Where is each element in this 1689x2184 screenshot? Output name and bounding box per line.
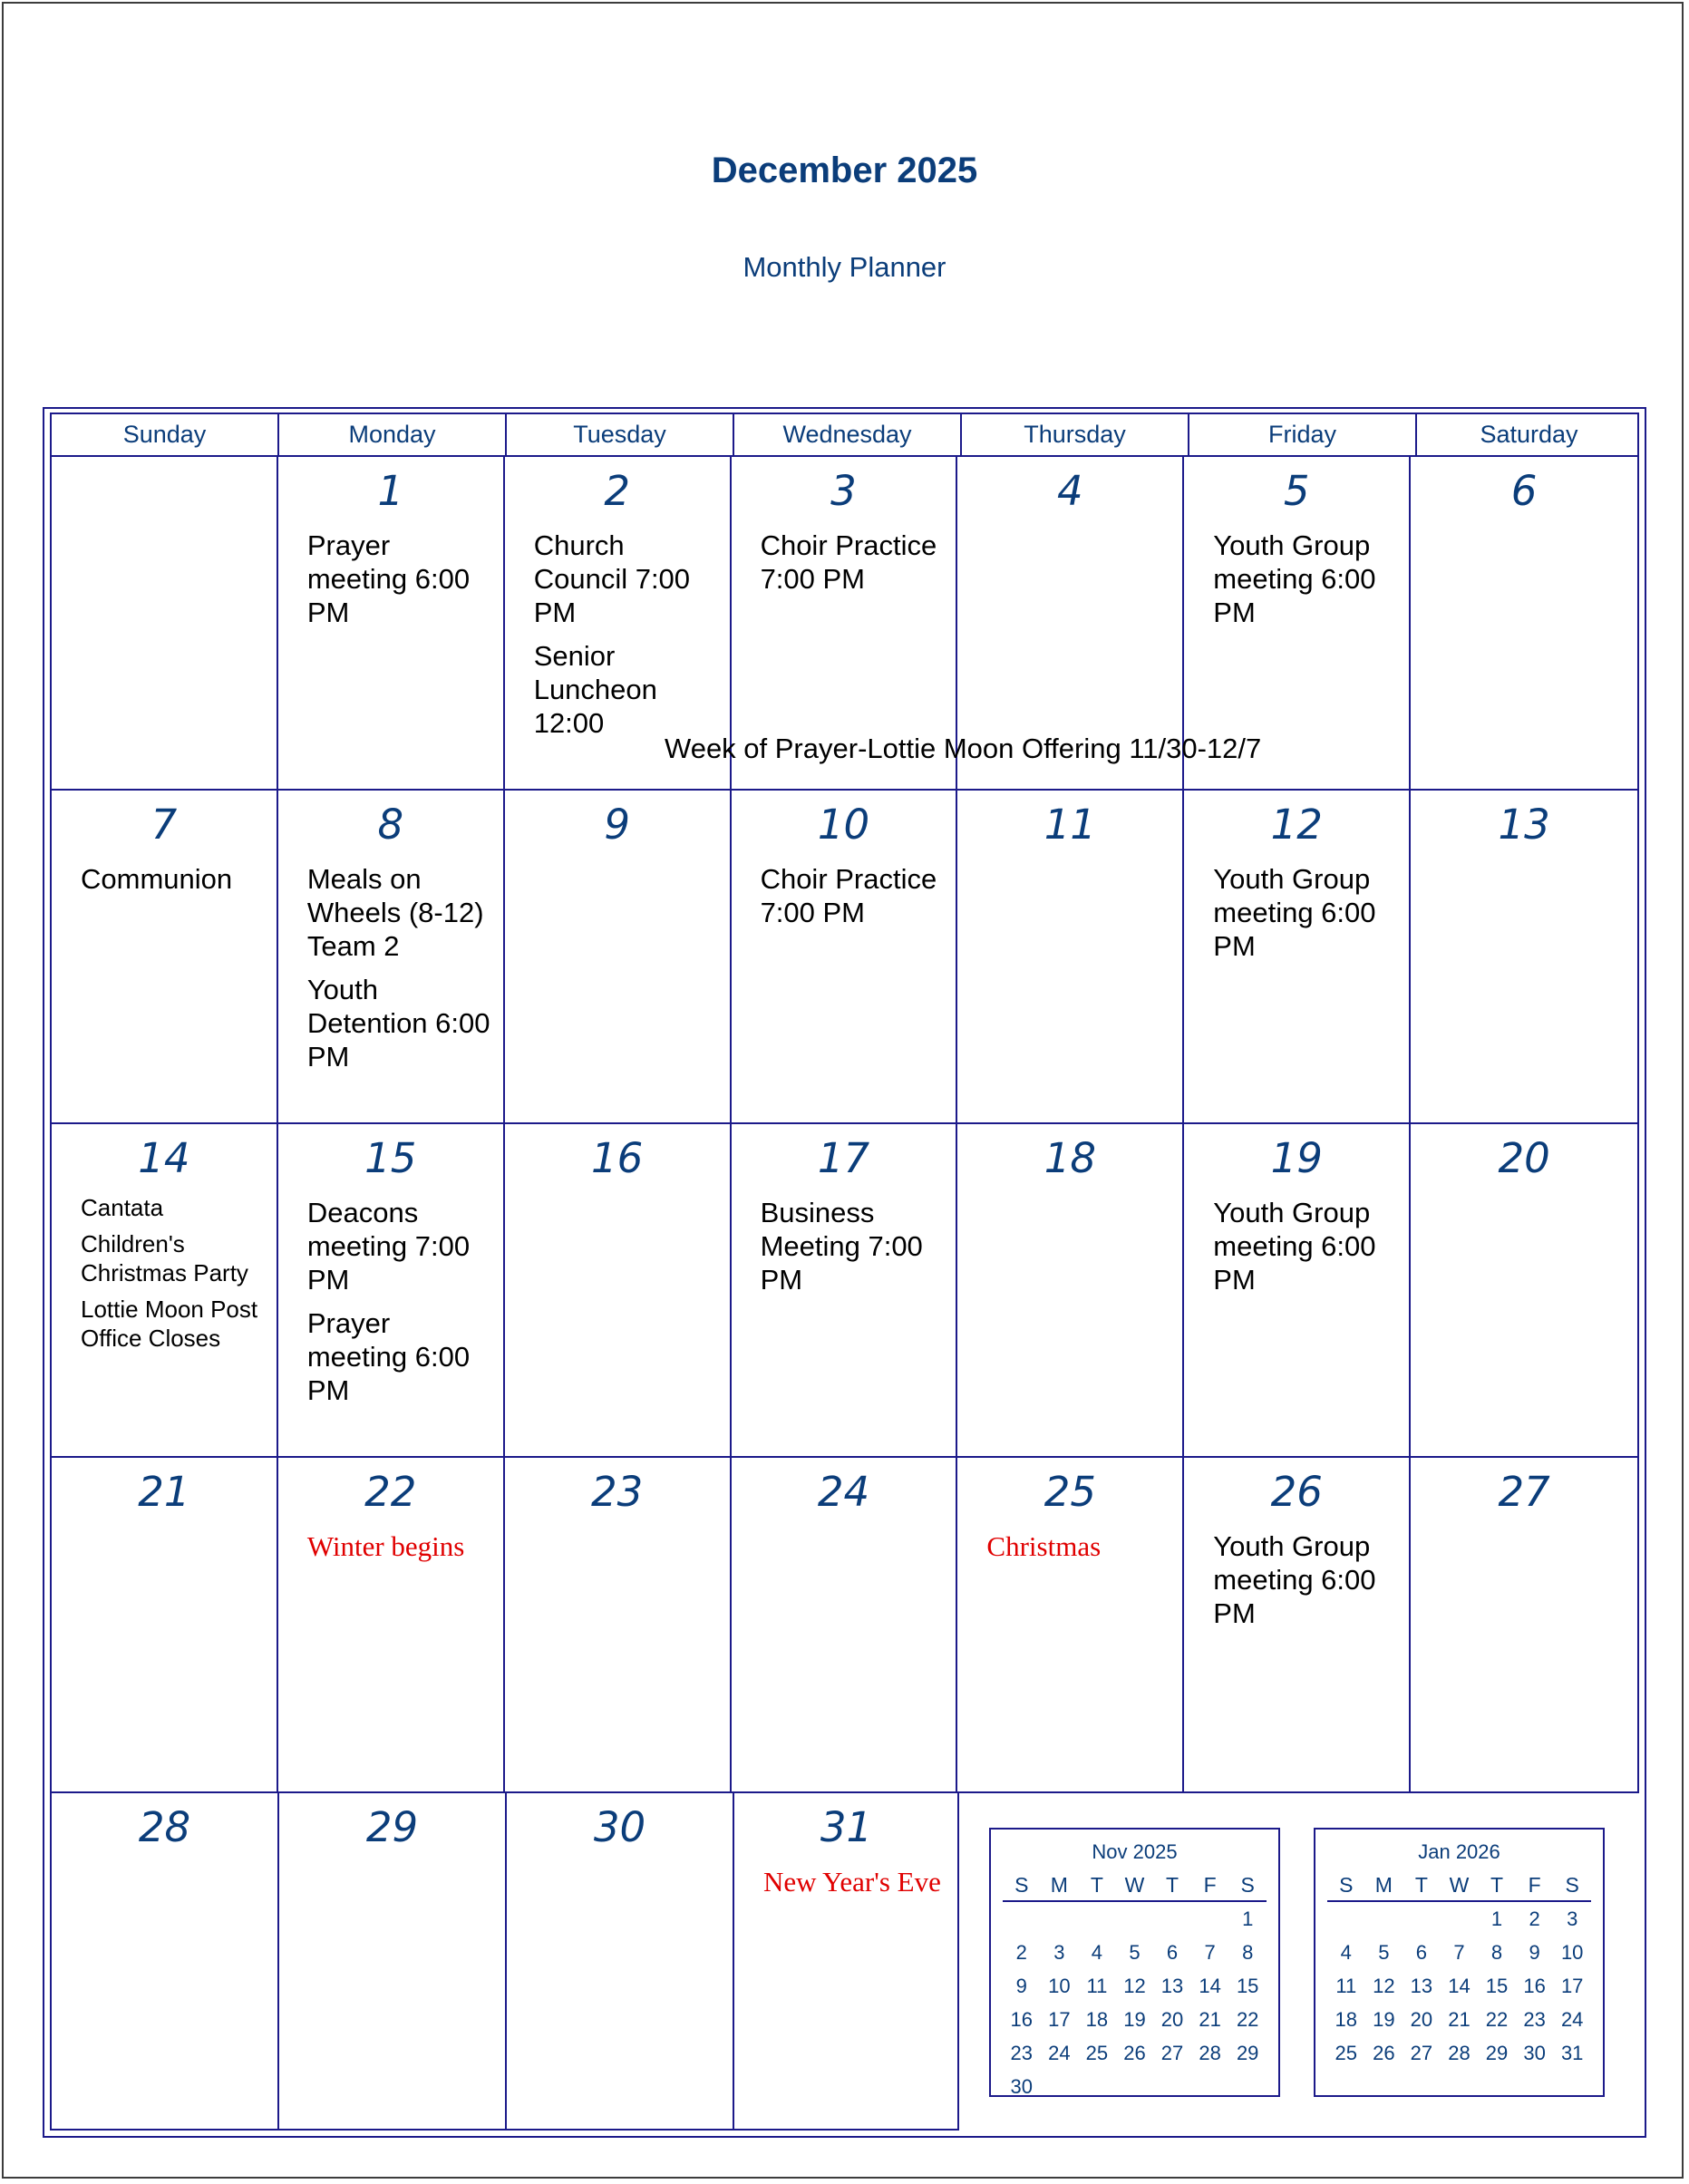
- holiday-label[interactable]: Christmas: [986, 1530, 1102, 1562]
- mini-day[interactable]: 29: [1236, 2041, 1259, 2064]
- event-item[interactable]: Lottie Moon Post Office Closes: [81, 1296, 258, 1352]
- day-events: [732, 529, 956, 596]
- day-number: 11: [1043, 801, 1096, 849]
- day-cell[interactable]: [1184, 791, 1411, 1124]
- mini-day[interactable]: 3: [1053, 1940, 1065, 1964]
- day-number: 28: [138, 1803, 191, 1851]
- day-number: 25: [1043, 1468, 1096, 1516]
- mini-calendar-nov: [989, 1828, 1280, 2097]
- day-events: [278, 862, 503, 1073]
- day-events: [732, 1196, 956, 1296]
- day-number: 3: [830, 467, 857, 515]
- mini-weekday: T: [1078, 1869, 1116, 1901]
- day-cell[interactable]: [278, 1458, 505, 1791]
- mini-day[interactable]: 8: [1242, 1940, 1254, 1964]
- day-number: 19: [1270, 1134, 1323, 1182]
- day-cell[interactable]: [732, 1458, 958, 1791]
- holiday-label[interactable]: New Year's Eve: [763, 1866, 941, 1898]
- day-cell[interactable]: [1184, 1124, 1411, 1458]
- day-number: 14: [138, 1134, 190, 1182]
- mini-weekday: S: [1003, 1869, 1041, 1901]
- mini-day[interactable]: 17: [1560, 1974, 1584, 1997]
- day-cell[interactable]: [1411, 457, 1637, 791]
- day-number: 13: [1498, 801, 1550, 849]
- day-cell[interactable]: [278, 791, 505, 1124]
- day-cell[interactable]: [278, 457, 505, 791]
- mini-day[interactable]: 30: [1010, 2074, 1034, 2098]
- mini-calendar-title: Jan 2026: [1418, 1840, 1500, 1863]
- event-item[interactable]: Deacons meeting 7:00 PM: [306, 1197, 471, 1296]
- mini-day[interactable]: 21: [1199, 2007, 1221, 2031]
- mini-day[interactable]: 9: [1529, 1940, 1540, 1964]
- mini-calendar-table: [1003, 1869, 1267, 2103]
- event-item[interactable]: Cantata: [81, 1194, 164, 1221]
- page-subtitle: Monthly Planner: [743, 251, 946, 283]
- day-number: 17: [817, 1134, 870, 1182]
- mini-day[interactable]: 2: [1529, 1907, 1540, 1930]
- event-item[interactable]: Choir Practice 7:00 PM: [760, 863, 937, 928]
- mini-day[interactable]: 15: [1485, 1974, 1509, 1997]
- day-cell[interactable]: [52, 1793, 279, 2129]
- event-item[interactable]: Communion: [81, 863, 233, 895]
- mini-day[interactable]: [1078, 1901, 1116, 1936]
- mini-day[interactable]: 20: [1160, 2007, 1184, 2031]
- weekday-sunday: Sunday: [52, 414, 279, 455]
- mini-day[interactable]: [1191, 1901, 1229, 1936]
- day-events: [734, 1865, 958, 1898]
- day-number: 30: [593, 1803, 646, 1851]
- day-cell[interactable]: [734, 1793, 958, 2129]
- mini-day[interactable]: 30: [1523, 2041, 1546, 2064]
- mini-day[interactable]: 14: [1199, 1974, 1221, 1997]
- event-item[interactable]: Choir Practice 7:00 PM: [760, 529, 937, 595]
- mini-weekday: F: [1516, 1869, 1554, 1901]
- day-number: 31: [820, 1803, 873, 1851]
- day-number: 27: [1498, 1468, 1550, 1516]
- event-item[interactable]: Church Council 7:00 PM: [533, 529, 691, 628]
- day-cell[interactable]: [505, 1458, 732, 1791]
- day-number: 8: [377, 801, 404, 849]
- weekday-monday: Monday: [279, 414, 507, 455]
- mini-day[interactable]: 5: [1129, 1940, 1141, 1964]
- day-cell[interactable]: [1411, 1124, 1637, 1458]
- day-cell[interactable]: [505, 791, 732, 1124]
- mini-day[interactable]: [1228, 2070, 1267, 2103]
- day-number: 15: [364, 1134, 417, 1182]
- mini-day[interactable]: 10: [1048, 1974, 1071, 1997]
- mini-day[interactable]: 25: [1085, 2041, 1109, 2064]
- event-item[interactable]: Youth Detention 6:00 PM: [306, 974, 490, 1073]
- mini-weekday: M: [1041, 1869, 1079, 1901]
- mini-day[interactable]: 16: [1010, 2007, 1034, 2031]
- mini-day[interactable]: 18: [1085, 2007, 1109, 2031]
- day-events: [732, 862, 956, 929]
- page-title: December 2025: [711, 150, 978, 190]
- mini-day[interactable]: [1153, 1901, 1191, 1936]
- mini-day[interactable]: 6: [1415, 1940, 1428, 1964]
- mini-day[interactable]: 31: [1560, 2041, 1584, 2064]
- mini-day[interactable]: 2: [1015, 1940, 1027, 1964]
- mini-day[interactable]: 19: [1123, 2007, 1146, 2031]
- mini-day[interactable]: 14: [1448, 1974, 1471, 1997]
- day-cell[interactable]: [957, 1124, 1184, 1458]
- day-events: [505, 529, 730, 740]
- mini-day[interactable]: 22: [1236, 2007, 1259, 2031]
- mini-day[interactable]: 4: [1091, 1940, 1103, 1964]
- mini-weekday: T: [1478, 1869, 1516, 1901]
- mini-day[interactable]: 10: [1560, 1940, 1584, 1964]
- day-events: [278, 1529, 503, 1563]
- day-cell[interactable]: [732, 791, 958, 1124]
- day-number: 5: [1283, 467, 1310, 515]
- mini-day[interactable]: 21: [1448, 2007, 1471, 2031]
- calendar-last-week: [50, 1793, 959, 2131]
- day-events: [52, 1193, 277, 1353]
- mini-day[interactable]: [1116, 1901, 1154, 1936]
- day-number: 2: [604, 467, 630, 515]
- mini-weekday: T: [1153, 1869, 1191, 1901]
- mini-day[interactable]: 4: [1340, 1940, 1352, 1964]
- event-item[interactable]: Children's Christmas Party: [81, 1230, 248, 1286]
- mini-weekday: S: [1228, 1869, 1267, 1901]
- mini-day[interactable]: 9: [1015, 1974, 1027, 1997]
- day-cell[interactable]: [957, 791, 1184, 1124]
- day-number: 26: [1270, 1468, 1323, 1516]
- day-cell[interactable]: [1411, 1458, 1637, 1791]
- mini-day[interactable]: 26: [1123, 2041, 1146, 2064]
- mini-day[interactable]: 3: [1567, 1907, 1578, 1930]
- day-number: 23: [591, 1468, 644, 1516]
- mini-calendar-table: [1327, 1869, 1591, 2070]
- day-events: [52, 862, 277, 896]
- mini-day[interactable]: 11: [1086, 1974, 1108, 1997]
- day-cell[interactable]: [52, 791, 278, 1124]
- event-item[interactable]: Business Meeting 7:00 PM: [760, 1197, 923, 1296]
- mini-day[interactable]: 22: [1485, 2007, 1509, 2031]
- day-cell[interactable]: [1184, 1458, 1411, 1791]
- weekday-friday: Friday: [1189, 414, 1417, 455]
- event-item[interactable]: Youth Group meeting 6:00 PM: [1213, 1197, 1376, 1296]
- day-cell[interactable]: [1411, 791, 1637, 1124]
- mini-day[interactable]: 20: [1410, 2007, 1433, 2031]
- mini-weekday: W: [1441, 1869, 1479, 1901]
- day-number: 24: [817, 1468, 870, 1516]
- day-events: [957, 1529, 1182, 1563]
- mini-day[interactable]: [1003, 1901, 1041, 1936]
- mini-day[interactable]: 7: [1204, 1940, 1216, 1964]
- mini-weekday: S: [1327, 1869, 1365, 1901]
- event-item[interactable]: Meals on Wheels (8-12) Team 2: [306, 863, 484, 962]
- day-cell[interactable]: [507, 1793, 734, 2129]
- mini-day[interactable]: [1041, 1901, 1079, 1936]
- day-events: [1184, 529, 1409, 629]
- mini-day[interactable]: 5: [1378, 1940, 1390, 1964]
- event-item[interactable]: Youth Group meeting 6:00 PM: [1213, 529, 1376, 628]
- weekday-thursday: Thursday: [962, 414, 1189, 455]
- mini-day[interactable]: 26: [1373, 2041, 1395, 2064]
- mini-weekday: T: [1403, 1869, 1441, 1901]
- weekday-wednesday: Wednesday: [734, 414, 962, 455]
- mini-day[interactable]: 16: [1523, 1974, 1546, 1997]
- mini-day[interactable]: 19: [1373, 2007, 1395, 2031]
- mini-day[interactable]: 23: [1010, 2041, 1034, 2064]
- mini-day[interactable]: [1327, 1901, 1365, 1936]
- mini-day[interactable]: [1116, 2070, 1154, 2103]
- mini-day[interactable]: 1: [1490, 1907, 1503, 1930]
- mini-day[interactable]: [1191, 2070, 1229, 2103]
- day-number: 12: [1270, 801, 1323, 849]
- mini-day[interactable]: 27: [1160, 2041, 1184, 2064]
- mini-day[interactable]: 17: [1048, 2007, 1071, 2031]
- day-cell[interactable]: [505, 1124, 732, 1458]
- mini-day[interactable]: 6: [1166, 1940, 1179, 1964]
- day-number: 18: [1043, 1134, 1096, 1182]
- mini-weekday: F: [1191, 1869, 1229, 1901]
- mini-day[interactable]: [1365, 1901, 1403, 1936]
- holiday-label[interactable]: Winter begins: [306, 1530, 465, 1562]
- day-number: 4: [1057, 467, 1083, 515]
- day-number: 20: [1498, 1134, 1550, 1182]
- day-events: [1184, 1196, 1409, 1296]
- day-number: 16: [591, 1134, 644, 1182]
- mini-day[interactable]: 23: [1523, 2007, 1546, 2031]
- event-item[interactable]: Prayer meeting 6:00 PM: [306, 1307, 471, 1406]
- week-banner: Week of Prayer-Lottie Moon Offering 11/30-12/7: [665, 733, 1262, 764]
- event-item[interactable]: Youth Group meeting 6:00 PM: [1213, 1530, 1376, 1629]
- mini-day[interactable]: 7: [1453, 1940, 1465, 1964]
- day-cell[interactable]: [52, 1124, 278, 1458]
- weekday-tuesday: Tuesday: [507, 414, 734, 455]
- event-item[interactable]: Youth Group meeting 6:00 PM: [1213, 863, 1376, 962]
- mini-day[interactable]: 15: [1236, 1974, 1259, 1997]
- mini-day[interactable]: [1078, 2070, 1116, 2103]
- mini-day[interactable]: 1: [1242, 1907, 1254, 1930]
- mini-day[interactable]: 8: [1490, 1940, 1503, 1964]
- day-events: [1184, 862, 1409, 963]
- weekday-saturday: Saturday: [1480, 421, 1578, 448]
- mini-calendar-title: Nov 2025: [1092, 1840, 1178, 1863]
- mini-day[interactable]: 24: [1048, 2041, 1071, 2064]
- day-number: 6: [1510, 467, 1538, 515]
- mini-day[interactable]: 24: [1560, 2007, 1584, 2031]
- mini-day[interactable]: 12: [1373, 1974, 1395, 1997]
- day-number: 9: [604, 801, 630, 849]
- mini-day[interactable]: 13: [1160, 1974, 1184, 1997]
- mini-day[interactable]: [1041, 2070, 1079, 2103]
- mini-day[interactable]: 12: [1123, 1974, 1146, 1997]
- mini-day[interactable]: [1403, 1901, 1441, 1936]
- mini-day[interactable]: [1441, 1901, 1479, 1936]
- mini-day[interactable]: 11: [1335, 1974, 1357, 1997]
- mini-day[interactable]: [1153, 2070, 1191, 2103]
- mini-day[interactable]: 27: [1410, 2041, 1433, 2064]
- day-cell[interactable]: [278, 1124, 505, 1458]
- event-item[interactable]: Senior Luncheon 12:00: [533, 640, 657, 739]
- mini-calendar-jan: [1314, 1828, 1605, 2097]
- day-cell[interactable]: [52, 1458, 278, 1791]
- mini-day[interactable]: 29: [1485, 2041, 1509, 2064]
- calendar-grid: [50, 455, 1639, 1793]
- day-events: [278, 1196, 503, 1407]
- day-number: 7: [150, 801, 178, 849]
- mini-weekday: S: [1553, 1869, 1591, 1901]
- day-number: 10: [817, 801, 870, 849]
- day-cell[interactable]: [732, 1124, 958, 1458]
- day-cell[interactable]: [52, 457, 278, 791]
- day-number: 29: [365, 1803, 419, 1851]
- day-number: 22: [364, 1468, 417, 1516]
- event-item[interactable]: Prayer meeting 6:00 PM: [306, 529, 471, 628]
- day-events: [278, 529, 503, 629]
- mini-weekday: W: [1116, 1869, 1154, 1901]
- day-cell[interactable]: [957, 1458, 1184, 1791]
- weekday-header: [50, 413, 1639, 457]
- mini-weekday: M: [1365, 1869, 1403, 1901]
- mini-day[interactable]: 25: [1335, 2041, 1358, 2064]
- mini-day[interactable]: 28: [1448, 2041, 1471, 2064]
- mini-day[interactable]: 13: [1410, 1974, 1433, 1997]
- day-number: 21: [138, 1468, 190, 1516]
- day-events: [1184, 1529, 1409, 1630]
- day-number: 1: [377, 467, 404, 515]
- mini-day[interactable]: 18: [1335, 2007, 1358, 2031]
- day-cell[interactable]: [279, 1793, 507, 2129]
- mini-day[interactable]: 28: [1199, 2041, 1221, 2064]
